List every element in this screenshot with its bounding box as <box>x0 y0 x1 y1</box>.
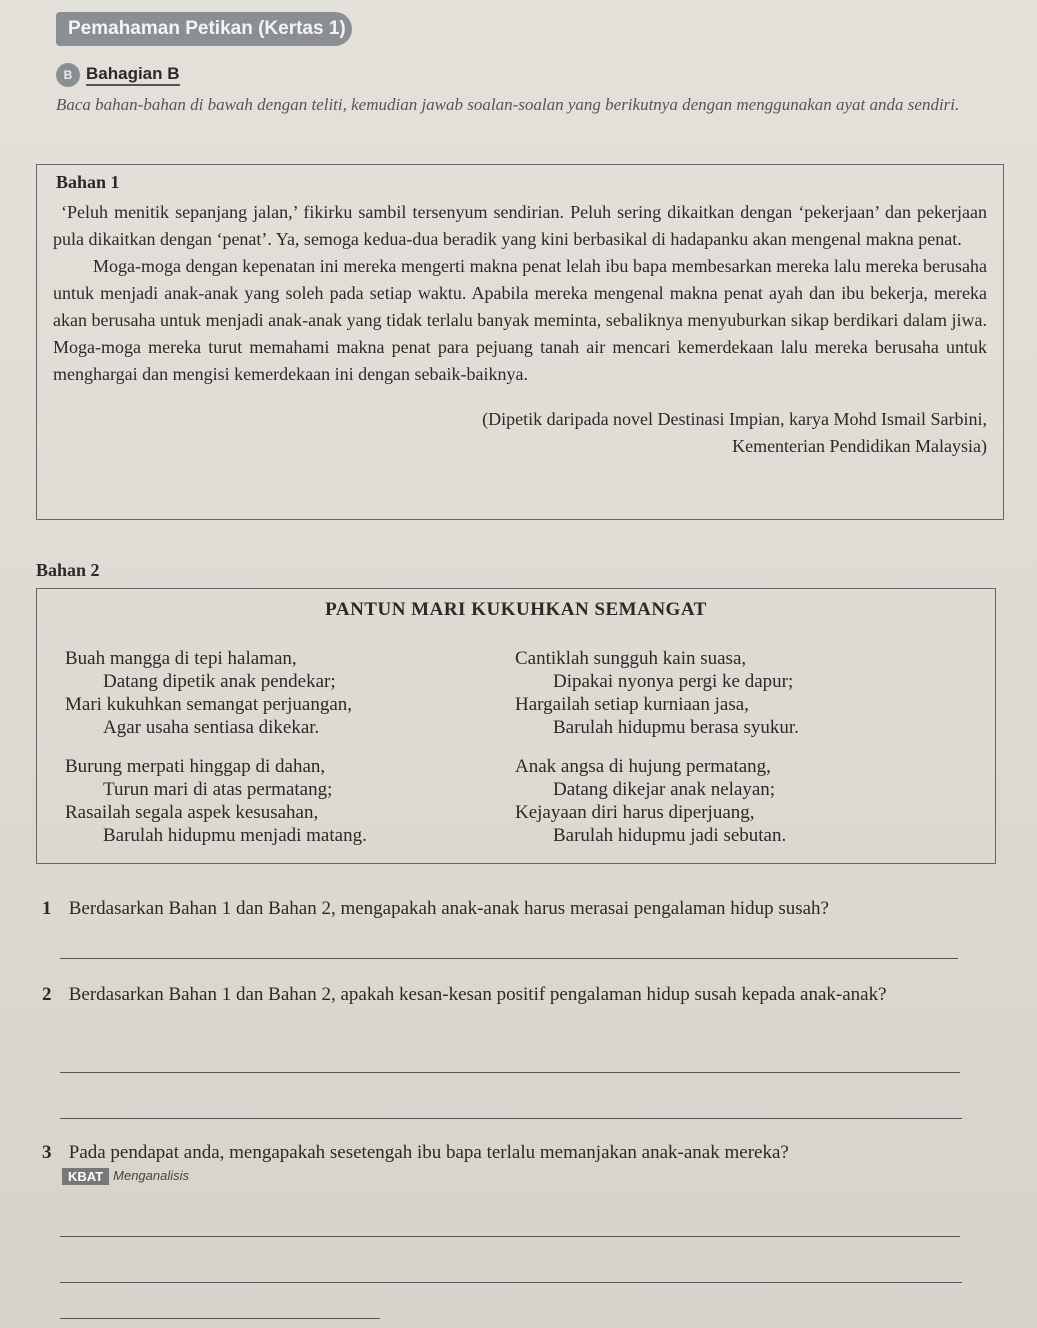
bahan1-paragraph-2: Moga-moga dengan kepenatan ini mereka mengerti makna penat lelah ibu bapa membesarkan mereka lalu mereka berusaha untuk menjadi anak-anak yang soleh pada setiap waktu. Apabila mereka mengenal makna penat ayah dan ibu bekerja, mereka akan berusaha untuk menjadi anak-anak yang tidak terlalu banyak meminta, sebaliknya menyuburkan sikap berdikari dalam jiwa. Moga-moga mereka turut memahami makna penat para pejuang tanah air mencari kemerdekaan lalu mereka berusaha untuk menghargai dan mengisi kemerdekaan ini dengan sebaik-baiknya. <box>53 256 987 384</box>
stanza-line: Barulah hidupmu jadi sebutan. <box>553 825 787 846</box>
section-badge-icon: B <box>56 63 80 87</box>
pantun-stanza-1 <box>65 647 352 739</box>
bahan1-box <box>36 164 1004 520</box>
pantun-title: PANTUN MARI KUKUHKAN SEMANGAT <box>325 599 707 620</box>
question-number: 1 <box>42 898 52 919</box>
kbat-label <box>62 1168 189 1185</box>
section-heading <box>56 62 180 88</box>
stanza-line: Buah mangga di tepi halaman, <box>65 648 297 669</box>
stanza-line: Hargailah setiap kurniaan jasa, <box>515 694 749 715</box>
stanza-line: Kejayaan diri harus diperjuang, <box>515 802 755 823</box>
section-title: Bahagian B <box>86 64 180 86</box>
answer-line[interactable] <box>60 1318 380 1319</box>
answer-line[interactable] <box>60 1236 960 1237</box>
kbat-tag: KBAT <box>62 1168 109 1185</box>
question-3 <box>42 1140 982 1166</box>
bahan2-box <box>36 588 996 864</box>
answer-line[interactable] <box>60 1072 960 1073</box>
pantun-stanza-3 <box>65 755 367 847</box>
bahan1-paragraph-1: ‘Peluh menitik sepanjang jalan,’ fikirku sambil tersenyum sendirian. Peluh sering dikaitkan dengan ‘pekerjaan’ dan pekerjaan pula dikaitkan dengan ‘penat’. Ya, semoga kedua-dua beradik yang kini berbasikal di hadapanku akan mengenal makna penat. <box>53 202 987 249</box>
stanza-line: Turun mari di atas permatang; <box>103 779 333 800</box>
answer-line[interactable] <box>60 1118 962 1119</box>
stanza-line: Mari kukuhkan semangat perjuangan, <box>65 694 353 715</box>
answer-line[interactable] <box>60 958 958 959</box>
stanza-line: Agar usaha sentiasa dikekar. <box>103 717 320 738</box>
bahan1-source <box>53 406 987 460</box>
instruction-text: Baca bahan-bahan di bawah dengan teliti, kemudian jawab soalan-soalan yang berikutnya dengan menggunakan ayat anda sendiri. <box>56 95 960 114</box>
pantun-stanza-2 <box>515 647 799 739</box>
stanza-line: Barulah hidupmu menjadi matang. <box>103 825 367 846</box>
stanza-line: Burung merpati hinggap di dahan, <box>65 756 326 777</box>
question-text: Berdasarkan Bahan 1 dan Bahan 2, mengapakah anak-anak harus merasai pengalaman hidup susah? <box>68 898 829 919</box>
stanza-line: Rasailah segala aspek kesusahan, <box>65 802 319 823</box>
stanza-line: Datang dipetik anak pendekar; <box>103 671 336 692</box>
question-2 <box>42 982 982 1008</box>
kbat-skill: Menganalisis <box>113 1168 190 1183</box>
source-line-2: Kementerian Pendidikan Malaysia) <box>732 436 987 456</box>
question-number: 2 <box>42 984 52 1005</box>
pantun-stanza-4 <box>515 755 786 847</box>
question-1 <box>42 896 982 922</box>
stanza-line: Datang dikejar anak nelayan; <box>553 779 776 800</box>
stanza-line: Dipakai nyonya pergi ke dapur; <box>553 671 794 692</box>
bahan1-label: Bahan 1 <box>56 172 120 192</box>
stanza-line: Barulah hidupmu berasa syukur. <box>553 717 799 738</box>
worksheet-banner: Pemahaman Petikan (Kertas 1) <box>56 12 352 46</box>
source-line-1: (Dipetik daripada novel Destinasi Impian, karya Mohd Ismail Sarbini, <box>482 409 987 429</box>
question-text: Pada pendapat anda, mengapakah sesetengah ibu bapa terlalu memanjakan anak-anak mereka? <box>68 1142 789 1163</box>
question-number: 3 <box>42 1142 52 1163</box>
bahan2-label: Bahan 2 <box>36 560 100 580</box>
stanza-line: Anak angsa di hujung permatang, <box>515 756 771 777</box>
answer-line[interactable] <box>60 1282 962 1283</box>
question-text: Berdasarkan Bahan 1 dan Bahan 2, apakah kesan-kesan positif pengalaman hidup susah kepada anak-anak? <box>68 984 887 1005</box>
stanza-line: Cantiklah sungguh kain suasa, <box>515 648 747 669</box>
